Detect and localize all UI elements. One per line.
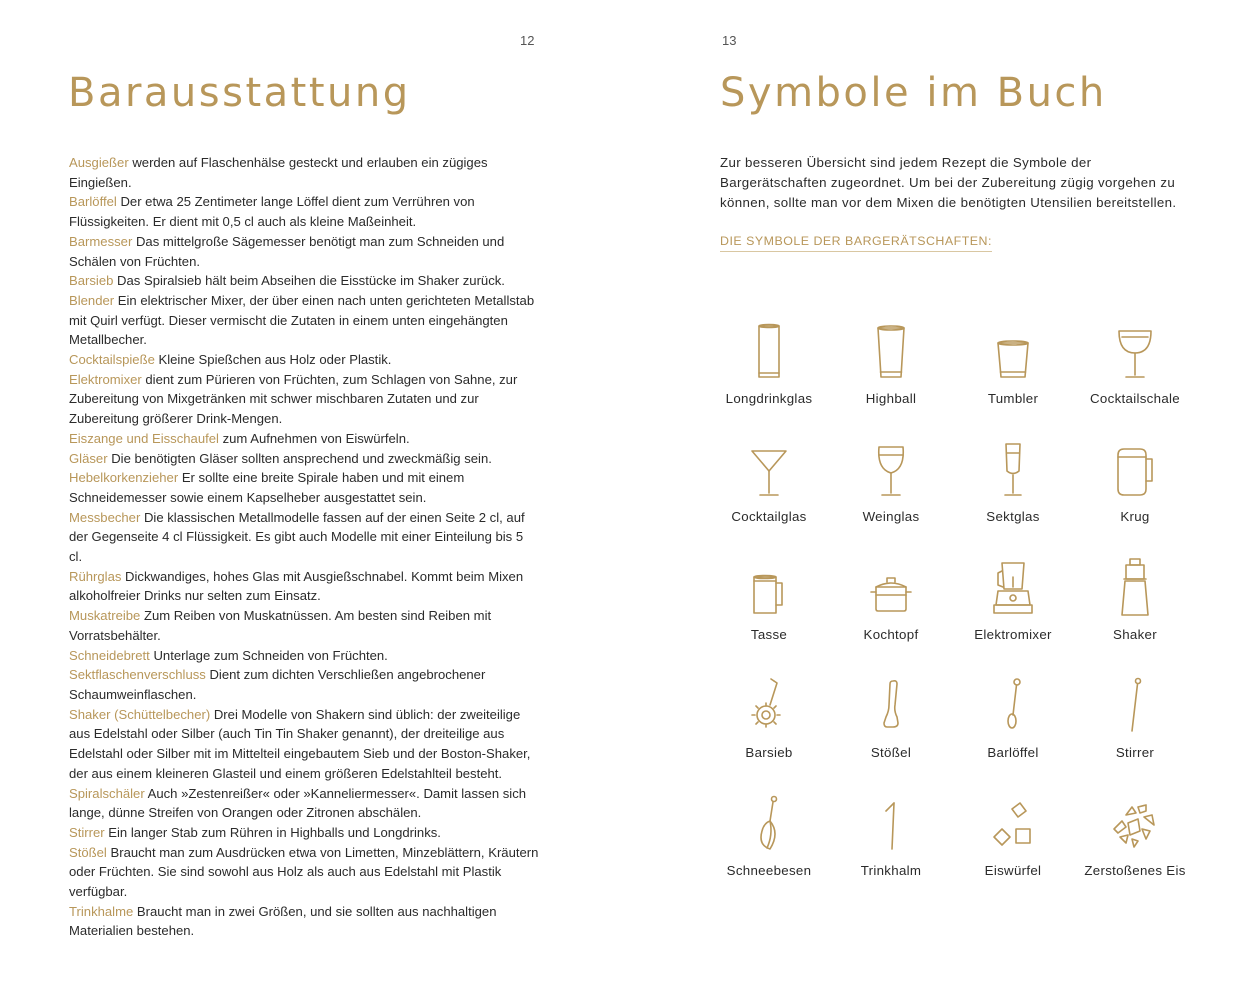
cup-icon bbox=[744, 557, 794, 619]
glossary-entry bbox=[69, 232, 539, 271]
glossary-term: Trinkhalme bbox=[69, 903, 134, 919]
symbol-label: Weinglas bbox=[862, 509, 920, 524]
glossary-entry bbox=[69, 784, 539, 823]
glossary-entry bbox=[69, 843, 539, 902]
symbol-tasse bbox=[708, 551, 830, 669]
symbol-label: Tasse bbox=[750, 627, 788, 642]
symbol-label: Stößel bbox=[870, 745, 912, 760]
glossary-entry bbox=[69, 508, 539, 567]
glossary-text: Drei Modelle von Shakern sind üblich: der zweiteilige aus Edelstahl oder Silber (auch Tin Tin Shaker genannt), der dreiteilige aus Edelstahl oder Silber mit im Mittelteil eingebautem Sieb und der Boston-Shaker, der aus einem kleineren Glasteil und einem größeren Edelstahlteil besteht. bbox=[69, 706, 531, 781]
symbol-elektromixer bbox=[952, 551, 1074, 669]
glossary-entry bbox=[69, 665, 539, 704]
symbol-label: Cocktailschale bbox=[1090, 391, 1180, 406]
symbol-tumbler bbox=[952, 315, 1074, 433]
highball-glass-icon bbox=[866, 321, 916, 383]
glossary-entry bbox=[69, 350, 539, 370]
glossary-term: Spiralschäler bbox=[69, 785, 145, 801]
symbol-zerstossenes-eis bbox=[1074, 787, 1196, 905]
pot-icon bbox=[866, 557, 916, 619]
glossary-term: Blender bbox=[69, 292, 115, 308]
symbol-label: Barsieb bbox=[745, 745, 793, 760]
symbol-label: Shaker bbox=[1113, 627, 1157, 642]
shaker-icon bbox=[1110, 557, 1160, 619]
right-page bbox=[628, 0, 1256, 1000]
symbol-label: Sektglas bbox=[986, 509, 1040, 524]
symbol-stirrer bbox=[1074, 669, 1196, 787]
glossary-term: Elektromixer bbox=[69, 371, 142, 387]
wine-glass-icon bbox=[866, 439, 916, 501]
glossary-entry bbox=[69, 606, 539, 645]
page-number-left: 12 bbox=[520, 33, 535, 48]
stirrer-icon bbox=[1110, 675, 1160, 737]
glossary-text: Auch »Zestenreißer« oder »Kanneliermesser«. Damit lassen sich lange, dünne Streifen von Orangen oder Zitronen abschälen. bbox=[69, 785, 527, 821]
symbol-label: Tumbler bbox=[987, 391, 1039, 406]
crushed-ice-icon bbox=[1110, 793, 1160, 855]
glossary-entry bbox=[69, 370, 539, 429]
glossary-text: Die klassischen Metallmodelle fassen auf der einen Seite 2 cl, auf der Gegenseite 4 cl Flüssigkeit. Es gibt auch Modelle mit einer Einteilung bis 5 cl. bbox=[69, 509, 525, 565]
symbol-eiswuerfel bbox=[952, 787, 1074, 905]
page-title-left: Barausstattung bbox=[68, 70, 411, 116]
bar-spoon-icon bbox=[988, 675, 1038, 737]
strainer-icon bbox=[744, 675, 794, 737]
glossary-text: Der etwa 25 Zentimeter lange Löffel dient zum Verrühren von Flüssigkeiten. Er dient mit 0,5 cl auch als kleine Maßeinheit. bbox=[69, 194, 475, 230]
glossary-term: Muskatreibe bbox=[69, 608, 141, 624]
longdrink-glass-icon bbox=[744, 321, 794, 383]
symbol-label: Krug bbox=[1120, 509, 1150, 524]
symbol-cocktailschale bbox=[1074, 315, 1196, 433]
glossary-text: Die benötigten Gläser sollten ansprechend und zweckmäßig sein. bbox=[107, 450, 492, 466]
muddler-icon bbox=[866, 675, 916, 737]
glossary-entry bbox=[69, 271, 539, 291]
glossary-text: Das mittelgroße Sägemesser benötigt man zum Schneiden und Schälen von Früchten. bbox=[69, 233, 505, 269]
glossary-entry bbox=[69, 291, 539, 350]
symbol-label: Stirrer bbox=[1115, 745, 1155, 760]
jug-icon bbox=[1110, 439, 1160, 501]
glossary-term: Barmesser bbox=[69, 233, 133, 249]
glossary-term: Stirrer bbox=[69, 824, 105, 840]
glossary-text: Ein langer Stab zum Rühren in Highballs und Longdrinks. bbox=[104, 824, 441, 840]
glossary-text: Das Spiralsieb hält beim Abseihen die Eisstücke im Shaker zurück. bbox=[113, 273, 505, 289]
symbol-label: Barlöffel bbox=[987, 745, 1039, 760]
glossary-text: Ein elektrischer Mixer, der über einen nach unten gerichteten Metallstab mit Quirl verfügt. Dieser vermischt die Zutaten in einem unten eingehängten Metallbecher. bbox=[69, 292, 535, 348]
symbol-cocktailglas bbox=[708, 433, 830, 551]
glossary-term: Ausgießer bbox=[69, 155, 129, 170]
glossary-term: Messbecher bbox=[69, 509, 141, 525]
glossary-text: zum Aufnehmen von Eiswürfeln. bbox=[218, 430, 410, 446]
glossary-entry bbox=[69, 429, 539, 449]
symbol-label: Kochtopf bbox=[863, 627, 919, 642]
symbol-longdrinkglas bbox=[708, 315, 830, 433]
symbol-label: Longdrinkglas bbox=[725, 391, 813, 406]
glossary-text: Zum Reiben von Muskatnüssen. Am besten sind Reiben mit Vorratsbehälter. bbox=[69, 608, 492, 643]
glossary-term: Gläser bbox=[69, 450, 108, 466]
glossary-entry bbox=[69, 192, 539, 231]
page-title-right: Symbole im Buch bbox=[720, 70, 1107, 116]
symbol-weinglas bbox=[830, 433, 952, 551]
glossary-term: Barsieb bbox=[69, 273, 114, 289]
symbol-krug bbox=[1074, 433, 1196, 551]
glossary-entry bbox=[69, 153, 539, 192]
symbol-highball bbox=[830, 315, 952, 433]
symbol-label: Highball bbox=[865, 391, 917, 406]
symbol-sektglas bbox=[952, 433, 1074, 551]
glossary-text: Unterlage zum Schneiden von Früchten. bbox=[149, 647, 388, 663]
blender-icon bbox=[988, 557, 1038, 619]
page-number-right: 13 bbox=[722, 33, 737, 48]
symbol-label: Eiswürfel bbox=[984, 863, 1042, 878]
symbol-label: Cocktailglas bbox=[731, 509, 807, 524]
glossary bbox=[69, 153, 539, 941]
glossary-text: Dickwandiges, hohes Glas mit Ausgießschnabel. Kommt beim Mixen alkoholfreier Drinks nur selten zum Einsatz. bbox=[69, 568, 524, 604]
glossary-entry bbox=[69, 449, 539, 469]
symbol-grid bbox=[708, 315, 1198, 905]
glossary-text: Er sollte eine breite Spirale haben und mit einem Schneidemesser sowie einem Kapselheber ausgestattet sein. bbox=[69, 470, 465, 505]
symbol-label: Trinkhalm bbox=[860, 863, 922, 878]
glossary-entry bbox=[69, 705, 539, 784]
glossary-term: Cocktailspieße bbox=[69, 352, 155, 368]
symbol-barloeffel bbox=[952, 669, 1074, 787]
glossary-text: Kleine Spießchen aus Holz oder Plastik. bbox=[154, 352, 392, 368]
whisk-icon bbox=[744, 793, 794, 855]
symbol-trinkhalm bbox=[830, 787, 952, 905]
symbol-kochtopf bbox=[830, 551, 952, 669]
ice-cubes-icon bbox=[988, 793, 1038, 855]
tumbler-glass-icon bbox=[988, 321, 1038, 383]
glossary-term: Schneidebrett bbox=[69, 647, 150, 663]
symbols-subheading: DIE SYMBOLE DER BARGERÄTSCHAFTEN: bbox=[720, 234, 992, 252]
glossary-text: Braucht man in zwei Größen, und sie sollten aus nachhaltigen Materialien bestehen. bbox=[69, 903, 497, 939]
glossary-term: Hebelkorkenzieher bbox=[69, 470, 179, 486]
symbol-shaker bbox=[1074, 551, 1196, 669]
intro-paragraph: Zur besseren Übersicht sind jedem Rezept die Symbole der Bargerätschaften zugeordnet. Um bei der Zubereitung zügig vorgehen zu können, sollte man vor dem Mixen die benötigten Utensilien bereitstellen. bbox=[720, 155, 1177, 210]
glossary-entry bbox=[69, 468, 539, 507]
symbol-schneebesen bbox=[708, 787, 830, 905]
martini-glass-icon bbox=[744, 439, 794, 501]
glossary-text: dient zum Pürieren von Früchten, zum Schlagen von Sahne, zur Zubereitung von Mixgetränken mit schwer mischbaren Zutaten und zur Zubereitung größerer Drink-Mengen. bbox=[69, 371, 518, 427]
symbol-label: Elektromixer bbox=[974, 627, 1052, 642]
symbol-label: Zerstoßenes Eis bbox=[1084, 863, 1186, 878]
glossary-text: werden auf Flaschenhälse gesteckt und erlauben ein zügiges Eingießen. bbox=[69, 155, 488, 190]
glossary-entry bbox=[69, 823, 539, 843]
symbol-stoessel bbox=[830, 669, 952, 787]
glossary-term: Eiszange und Eisschaufel bbox=[69, 430, 219, 446]
glossary-text: Dient zum dichten Verschließen angebrochener Schaumweinflaschen. bbox=[69, 667, 486, 702]
glossary-entry bbox=[69, 646, 539, 666]
coupe-glass-icon bbox=[1110, 321, 1160, 383]
straw-icon bbox=[866, 793, 916, 855]
glossary-term: Sektflaschenverschluss bbox=[69, 667, 206, 683]
symbol-barsieb bbox=[708, 669, 830, 787]
glossary-entry bbox=[69, 567, 539, 606]
champagne-flute-icon bbox=[988, 439, 1038, 501]
glossary-term: Shaker (Schüttelbecher) bbox=[69, 706, 211, 722]
glossary-term: Rührglas bbox=[69, 568, 122, 584]
glossary-term: Barlöffel bbox=[69, 194, 117, 210]
glossary-entry bbox=[69, 902, 539, 941]
glossary-text: Braucht man zum Ausdrücken etwa von Limetten, Minzeblättern, Kräutern oder Früchten. Sie sind sowohl aus Holz als auch aus Edelstahl mit Plastik verfügbar. bbox=[69, 844, 539, 900]
symbol-label: Schneebesen bbox=[726, 863, 812, 878]
glossary-term: Stößel bbox=[69, 844, 107, 860]
